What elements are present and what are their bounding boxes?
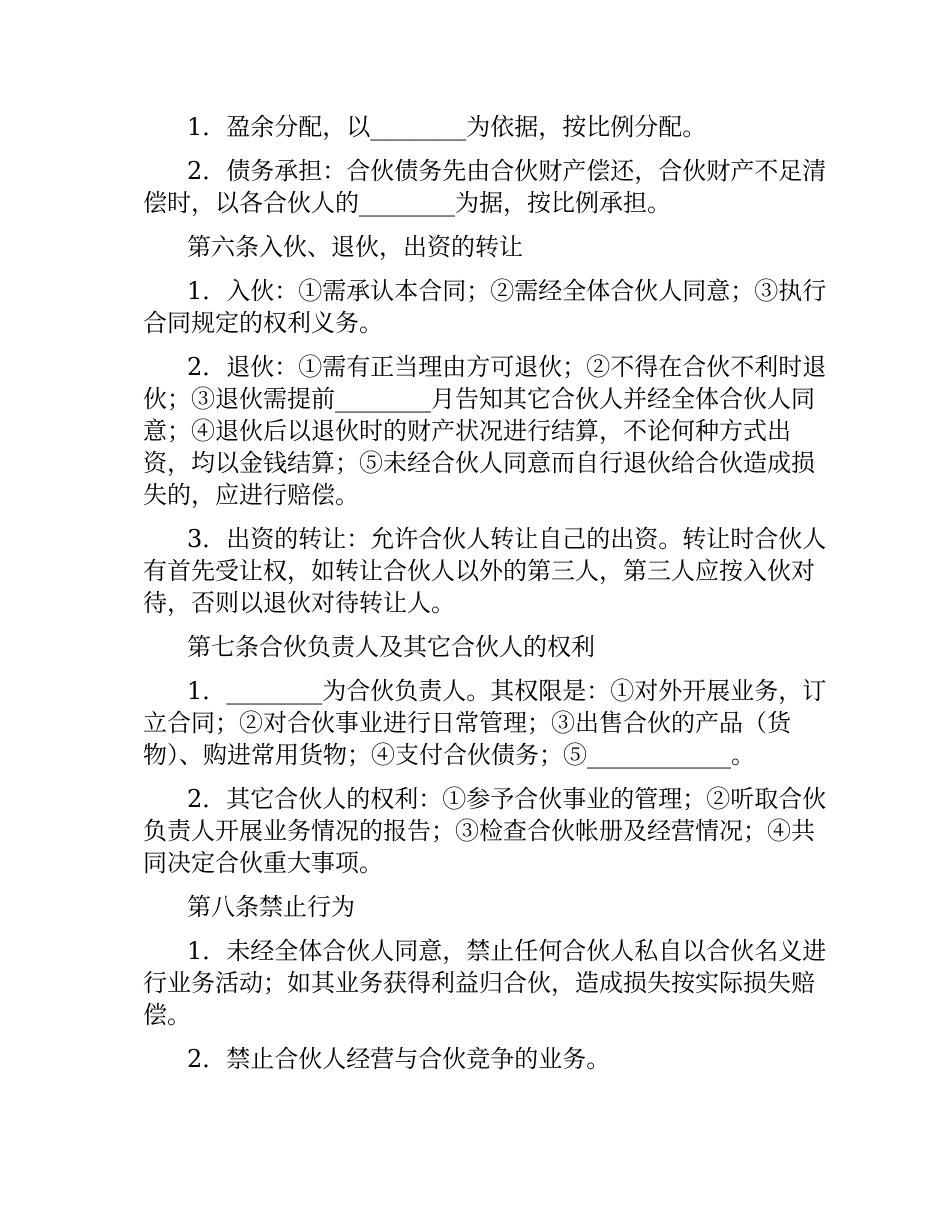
paragraph-debt-bearing: 2．债务承担：合伙债务先由合伙财产偿还，合伙财产不足清偿时，以各合伙人的________为据，按比例承担。 [143,157,827,217]
paragraph-withdrawal: 2．退伙：①需有正当理由方可退伙；②不得在合伙不利时退伙；③退伙需提前________月告知其它合伙人并经全体合伙人同意；④退伙后以退伙时的财产状况进行结算，不论何种方式出资，均以金钱结算；⑤未经合伙人同意而自行退伙给合伙造成损失的，应进行赔偿。 [143,353,827,509]
document-body [143,111,833,1087]
paragraph-profit-distribution: 1．盈余分配，以________为依据，按比例分配。 [187,113,707,141]
heading-article-6: 第六条入伙、退伙，出资的转让 [187,233,523,261]
paragraph-other-partners-rights: 2．其它合伙人的权利：①参予合伙事业的管理；②听取合伙负责人开展业务情况的报告；③检查合伙帐册及经营情况；④共同决定合伙重大事项。 [143,785,827,877]
heading-article-8: 第八条禁止行为 [187,893,355,921]
paragraph-prohibited-private-business: 1．未经全体合伙人同意，禁止任何合伙人私自以合伙名义进行业务活动；如其业务获得利益归合伙，造成损失按实际损失赔偿。 [143,937,827,1029]
heading-article-7: 第七条合伙负责人及其它合伙人的权利 [187,633,595,661]
paragraph-capital-transfer: 3．出资的转让：允许合伙人转让自己的出资。转让时合伙人有首先受让权，如转让合伙人以外的第三人，第三人应按入伙对待，否则以退伙对待转让人。 [143,525,827,617]
paragraph-prohibited-competition: 2．禁止合伙人经营与合伙竞争的业务。 [187,1045,611,1073]
paragraph-responsible-partner: 1．________为合伙负责人。其权限是：①对外开展业务，订立合同；②对合伙事业进行日常管理；③出售合伙的产品（货物）、购进常用货物；④支付合伙债务；⑤____________。 [143,677,827,769]
paragraph-joining: 1．入伙：①需承认本合同；②需经全体合伙人同意；③执行合同规定的权利义务。 [143,277,827,337]
